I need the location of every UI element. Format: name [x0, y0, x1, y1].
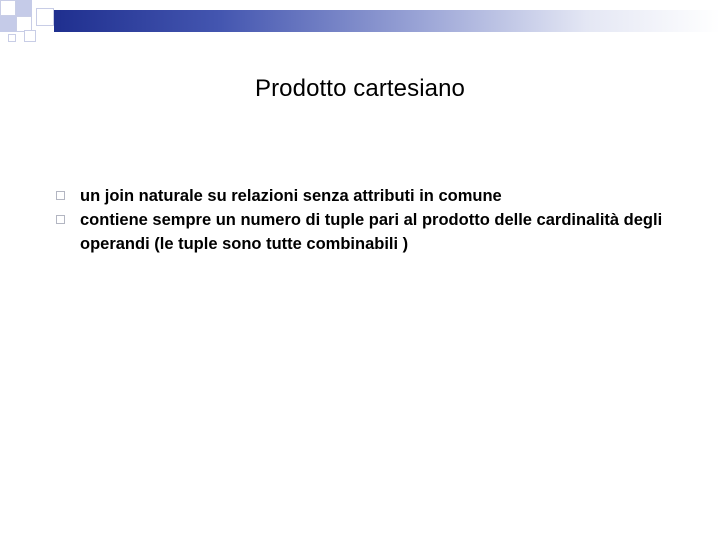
decorative-square	[36, 8, 54, 26]
decorative-square	[8, 34, 16, 42]
bullet-text: contiene sempre un numero di tuple pari al prodotto delle cardinalità degli operandi (le tuple sono tutte combinabili )	[80, 211, 663, 253]
decorative-square	[0, 16, 16, 32]
decorative-square	[0, 0, 16, 16]
bullet-list	[56, 184, 696, 256]
header-gradient-band	[54, 10, 720, 32]
hollow-square-bullet-icon	[56, 191, 65, 200]
decorative-square	[24, 30, 36, 42]
bullet-item	[56, 184, 696, 208]
bullet-text: un join naturale su relazioni senza attributi in comune	[80, 187, 502, 205]
hollow-square-bullet-icon	[56, 215, 65, 224]
slide-title: Prodotto cartesiano	[254, 75, 466, 102]
decorative-square	[16, 0, 32, 16]
bullet-item	[56, 208, 696, 256]
